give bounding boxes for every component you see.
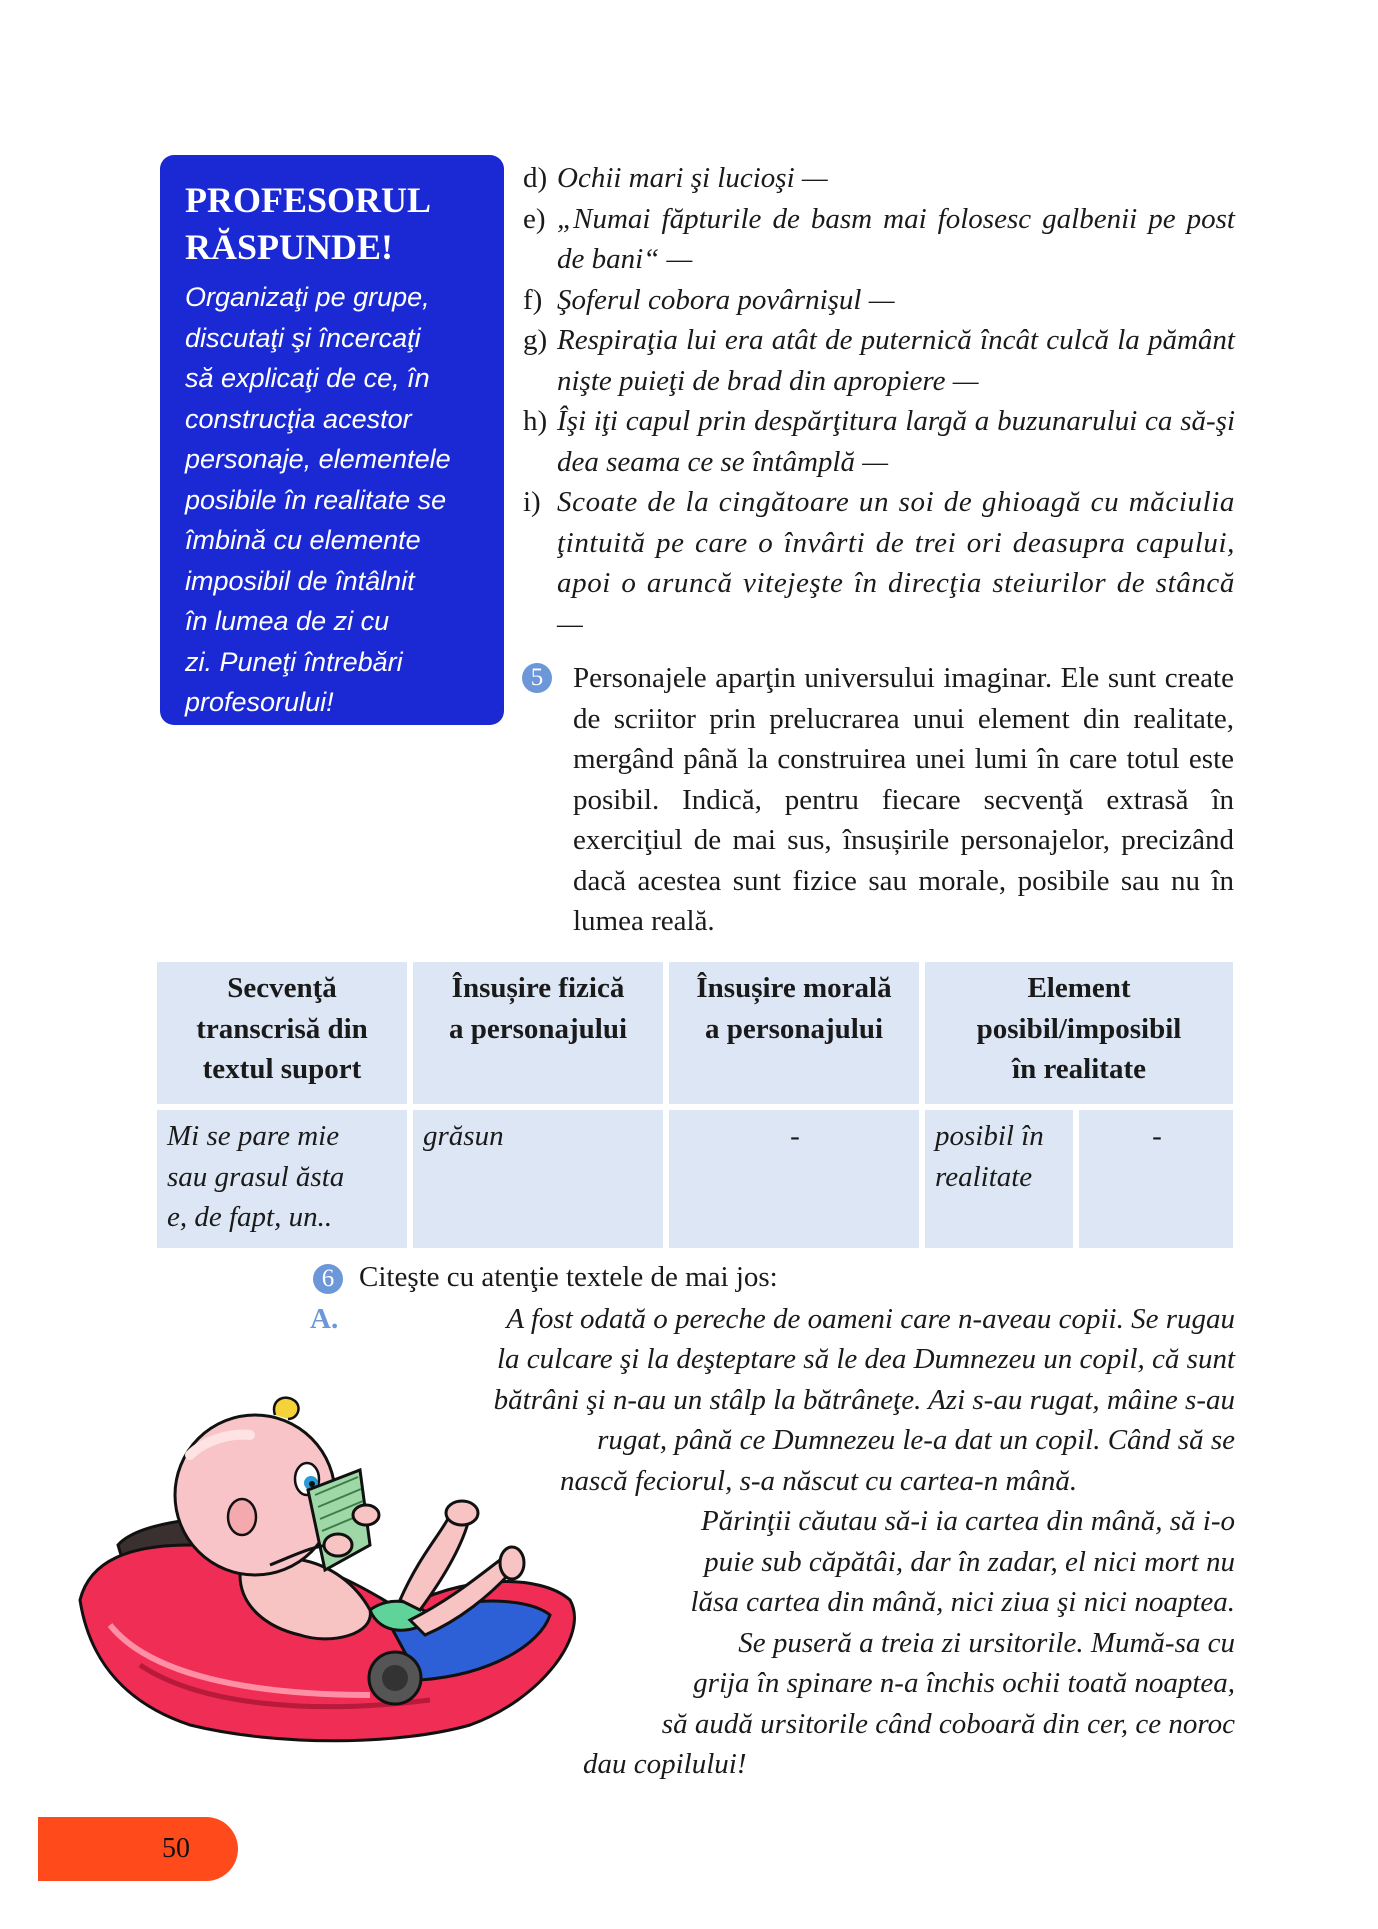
baby-foot	[446, 1501, 478, 1525]
story-line: dau copilului!	[583, 1748, 747, 1780]
table-header-line: posibil/imposibil	[976, 1012, 1182, 1045]
exercise-item-text: Şoferul cobora povârnişul —	[557, 283, 895, 316]
table-header-line: a personajului	[704, 1012, 884, 1045]
story-line: puie sub căpătâi, dar în zadar, el nici mort nu	[704, 1546, 1235, 1578]
baby-reading-illustration	[70, 1395, 590, 1795]
story-line: Se puseră a treia zi ursitorile. Mumă-sa cu	[738, 1627, 1235, 1659]
teacher-box-line: Organizaţi pe grupe,	[185, 282, 430, 312]
exercise-item	[523, 158, 1235, 199]
table-cell-moral	[669, 1110, 919, 1248]
table-cell-line: -	[1152, 1120, 1162, 1152]
table-cell-line: posibil în	[935, 1120, 1044, 1152]
table-header-sequence	[157, 962, 407, 1104]
table-cell-line: Mi se pare mie	[167, 1120, 340, 1152]
teacher-box-line: zi. Puneţi întrebări	[185, 646, 403, 677]
teacher-box-line: discutaţi şi încercaţi	[185, 322, 421, 353]
exercise-6-title: Citeşte cu atenţie textele de mai jos:	[359, 1261, 778, 1293]
table-header-line: textul suport	[202, 1053, 362, 1085]
exercise-item	[523, 320, 1235, 401]
exercise-5-instructions: Personajele aparţin universului imaginar. Ele sunt create de scriitor prin prelucrarea unui element din realitate, mergând până la construirea unei lumi în care totul este posibil. Indică, pentru fiecare secvenţă extrasă în exerciţiul de mai sus, însușirile personajelor, precizând dacă acestea sunt fizice sau morale, posibile sau nu în lumea reală.	[573, 662, 1234, 937]
story-line: A fost odată o pereche de oameni care n-aveau copii. Se rugau	[506, 1303, 1235, 1335]
exercise-6-number-badge: 6	[313, 1264, 343, 1294]
teacher-box	[160, 155, 504, 725]
exercise-item	[523, 280, 1235, 321]
baby-foot	[500, 1547, 524, 1579]
table-cell-impossible	[1079, 1110, 1233, 1248]
table-cell-line: -	[790, 1120, 800, 1152]
teacher-box-title-line: PROFESORUL	[185, 180, 432, 220]
teacher-box-title-line: RĂSPUNDE!	[185, 227, 394, 267]
baby-hand	[353, 1505, 379, 1525]
teacher-box-line: construcţia acestor	[185, 403, 412, 434]
table-header-line: în realitate	[1012, 1053, 1146, 1085]
teacher-box-line: profesorului!	[185, 687, 334, 717]
table-header-possibility	[925, 962, 1233, 1104]
teacher-box-line: posibile în realitate se	[185, 484, 447, 515]
story-line: la culcare şi la deşteptare să le dea Dumnezeu un copil, că sunt	[496, 1343, 1235, 1375]
exercise-item-label: i)	[523, 486, 541, 518]
teacher-box-line: îmbină cu elemente	[185, 525, 421, 555]
story-line: grija în spinare n-a închis ochii toată noaptea,	[693, 1667, 1235, 1699]
table-header-physical	[413, 962, 663, 1104]
exercise-item-label: e)	[523, 202, 546, 235]
exercise-item	[523, 401, 1235, 482]
table-header-line: Însușire fizică	[451, 972, 625, 1004]
exercise-item-label: h)	[523, 405, 548, 437]
story-line: rugat, până ce Dumnezeu le-a dat un copil. Când să se	[597, 1424, 1235, 1456]
teacher-box-line: imposibil de întâlnit	[185, 565, 415, 596]
table-cell-line: realitate	[935, 1160, 1033, 1193]
baby-hair-curl	[274, 1398, 299, 1419]
exercise-item-text: Ochii mari şi lucioşi —	[557, 162, 828, 194]
exercise-item-text: Respiraţia lui era atât de puternică încât culcă la pământ nişte puieţi de brad din apropiere —	[557, 324, 1235, 397]
story-line: Părinţii căutau să-i ia cartea din mână, să i-o	[700, 1505, 1235, 1537]
teacher-box-line: în lumea de zi cu	[185, 606, 390, 636]
exercise-item-text: Scoate de la cingătoare un soi de ghioagă cu măciulia ţintuită pe care o învârti de trei ori deasupra capului, apoi o aruncă vitejeşte în direcţia steiurilor de stâncă —	[557, 486, 1235, 640]
baby-hand	[324, 1534, 352, 1556]
exercise-item-label: d)	[523, 162, 548, 194]
table-cell-line: grăsun	[423, 1120, 504, 1152]
teacher-box-line: să explicaţi de ce, în	[185, 363, 430, 393]
text-a-label: A.	[310, 1303, 339, 1335]
exercise-item	[523, 199, 1235, 280]
story-line: să audă ursitorile când coboară din cer, ce noroc	[661, 1708, 1235, 1740]
table-header-line: a personajului	[448, 1012, 628, 1045]
car-seat-pivot-center	[382, 1665, 408, 1691]
exercise-5-number-badge: 5	[522, 663, 552, 693]
exercise-item-label: f)	[523, 283, 543, 316]
teacher-box-line: personaje, elementele	[185, 444, 451, 474]
story-line: nască feciorul, s-a născut cu cartea-n mână.	[560, 1465, 1078, 1497]
table-cell-physical	[413, 1110, 663, 1248]
baby-ear	[228, 1499, 256, 1535]
exercise-item-label: g)	[523, 324, 548, 356]
table-header-moral	[669, 962, 919, 1104]
exercise-item-text: Îşi iţi capul prin despărţitura largă a buzunarului ca să-şi dea seama ce se întâmplă —	[557, 405, 1235, 478]
table-cell-possible	[925, 1110, 1073, 1248]
teacher-box-title	[185, 177, 488, 271]
exercise-item	[523, 482, 1235, 644]
table-cell-line: e, de fapt, un..	[167, 1201, 333, 1233]
page-number: 50	[162, 1833, 190, 1864]
table-header-line: Secvenţă	[227, 972, 337, 1004]
table-header-line: transcrisă din	[196, 1012, 368, 1045]
page-number-tab	[38, 1817, 238, 1881]
table-header-line: Însușire morală	[696, 972, 892, 1004]
exercise-item-text: „Numai făpturile de basm mai folosesc galbenii pe post de bani“ —	[557, 202, 1235, 275]
teacher-box-text	[185, 277, 488, 723]
story-line: bătrâni şi n-au un stâlp la bătrâneţe. Azi s-au rugat, mâine s-au	[493, 1384, 1235, 1416]
table-cell-sequence	[157, 1110, 407, 1248]
story-line: lăsa cartea din mână, nici ziua şi nici noaptea.	[690, 1586, 1235, 1618]
table-header-line: Element	[1027, 972, 1131, 1004]
exercise-items-list	[523, 158, 1235, 644]
table-cell-line: sau grasul ăsta	[167, 1160, 345, 1193]
